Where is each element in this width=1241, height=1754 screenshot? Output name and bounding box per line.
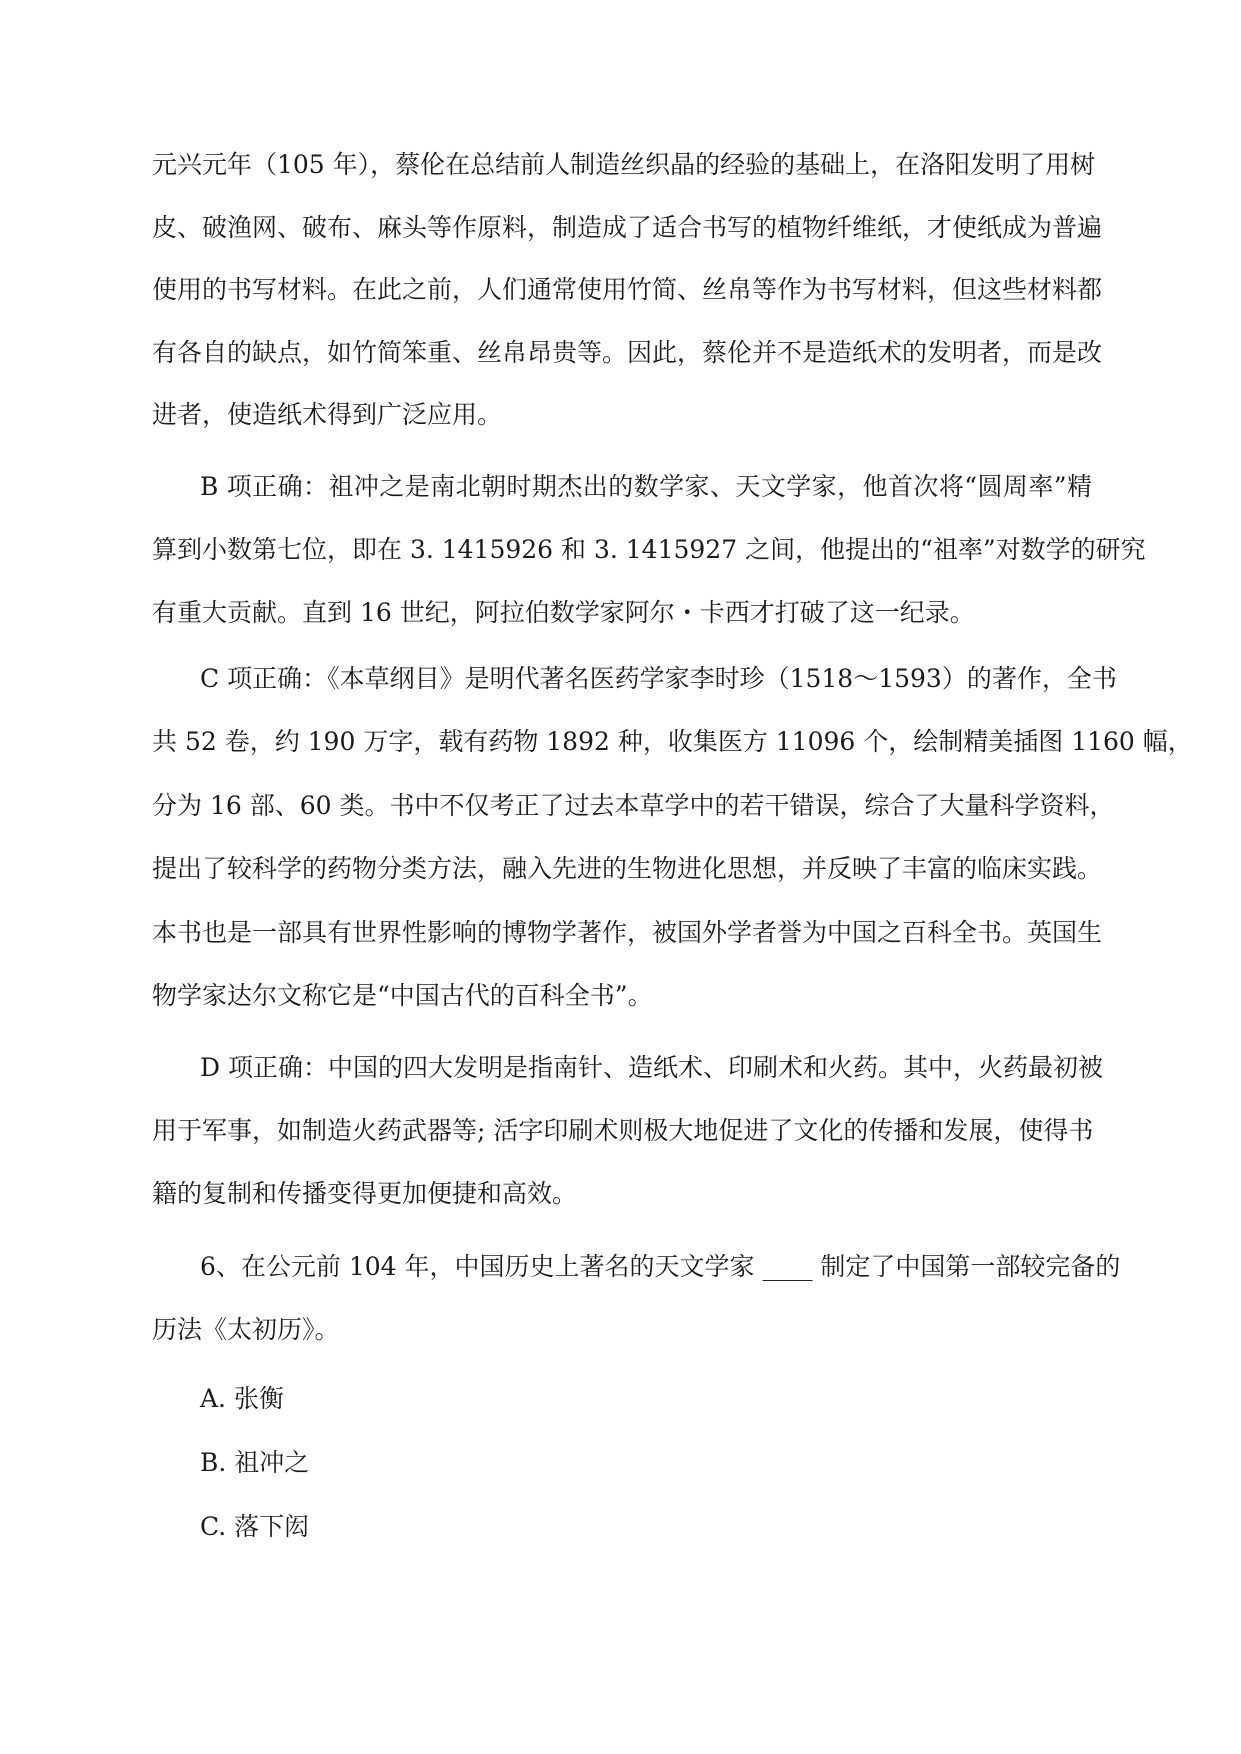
option-c-explanation-line-2: 共 52 卷，约 190 万字，载有药物 1892 种，收集医方 11096 个，绘制精美插图 1160 幅， bbox=[152, 727, 1193, 756]
option-c-explanation-line-6: 物学家达尔文称它是“中国古代的百科全书”。 bbox=[152, 981, 653, 1010]
paragraph-line-1: 元兴元年（105 年），蔡伦在总结前人制造丝织晶的经验的基础上，在洛阳发明了用树 bbox=[152, 150, 1096, 179]
option-d-explanation-line-1: D 项正确：中国的四大发明是指南针、造纸术、印刷术和火药。其中，火药最初被 bbox=[200, 1053, 1103, 1082]
paragraph-line-4: 有各自的缺点，如竹简笨重、丝帛昂贵等。因此，蔡伦并不是造纸术的发明者，而是改 bbox=[152, 338, 1103, 367]
option-d-explanation-line-3: 籍的复制和传播变得更加便捷和高效。 bbox=[152, 1179, 578, 1208]
paragraph-line-3: 使用的书写材料。在此之前，人们通常使用竹简、丝帛等作为书写材料，但这些材料都 bbox=[152, 275, 1103, 304]
answer-option-a: A. 张衡 bbox=[200, 1384, 284, 1413]
answer-option-b: B. 祖冲之 bbox=[200, 1448, 310, 1477]
option-b-explanation-line-1: B 项正确：祖冲之是南北朝时期杰出的数学家、天文学家，他首次将“圆周率”精 bbox=[200, 472, 1092, 501]
paragraph-line-5: 进者，使造纸术得到广泛应用。 bbox=[152, 400, 503, 429]
option-c-explanation-line-4: 提出了较科学的药物分类方法，融入先进的生物进化思想，并反映了丰富的临床实践。 bbox=[152, 854, 1103, 883]
question-6-line-1: 6、在公元前 104 年，中国历史上著名的天文学家 ____ 制定了中国第一部较完备的 bbox=[200, 1252, 1121, 1281]
option-b-explanation-line-2: 算到小数第七位，即在 3. 1415926 和 3. 1415927 之间，他提出的“祖率”对数学的研究 bbox=[152, 535, 1146, 564]
option-b-explanation-line-3: 有重大贡献。直到 16 世纪，阿拉伯数学家阿尔・卡西才打破了这一纪录。 bbox=[152, 598, 975, 627]
question-6-line-2: 历法《太初历》。 bbox=[152, 1315, 340, 1344]
option-c-explanation-line-1: C 项正确：《本草纲目》是明代著名医药学家李时珍（1518～1593）的著作，全书 bbox=[200, 664, 1117, 693]
option-c-explanation-line-5: 本书也是一部具有世界性影响的博物学著作，被国外学者誉为中国之百科全书。英国生 bbox=[152, 918, 1103, 947]
paragraph-line-2: 皮、破渔网、破布、麻头等作原料，制造成了适合书写的植物纤维纸，才使纸成为普遍 bbox=[152, 213, 1103, 242]
option-d-explanation-line-2: 用于军事，如制造火药武器等; 活字印刷术则极大地促进了文化的传播和发展，使得书 bbox=[152, 1116, 1094, 1145]
answer-option-c: C. 落下闳 bbox=[200, 1512, 310, 1541]
option-c-explanation-line-3: 分为 16 部、60 类。书中不仅考正了过去本草学中的若干错误，综合了大量科学资料， bbox=[152, 791, 1115, 820]
